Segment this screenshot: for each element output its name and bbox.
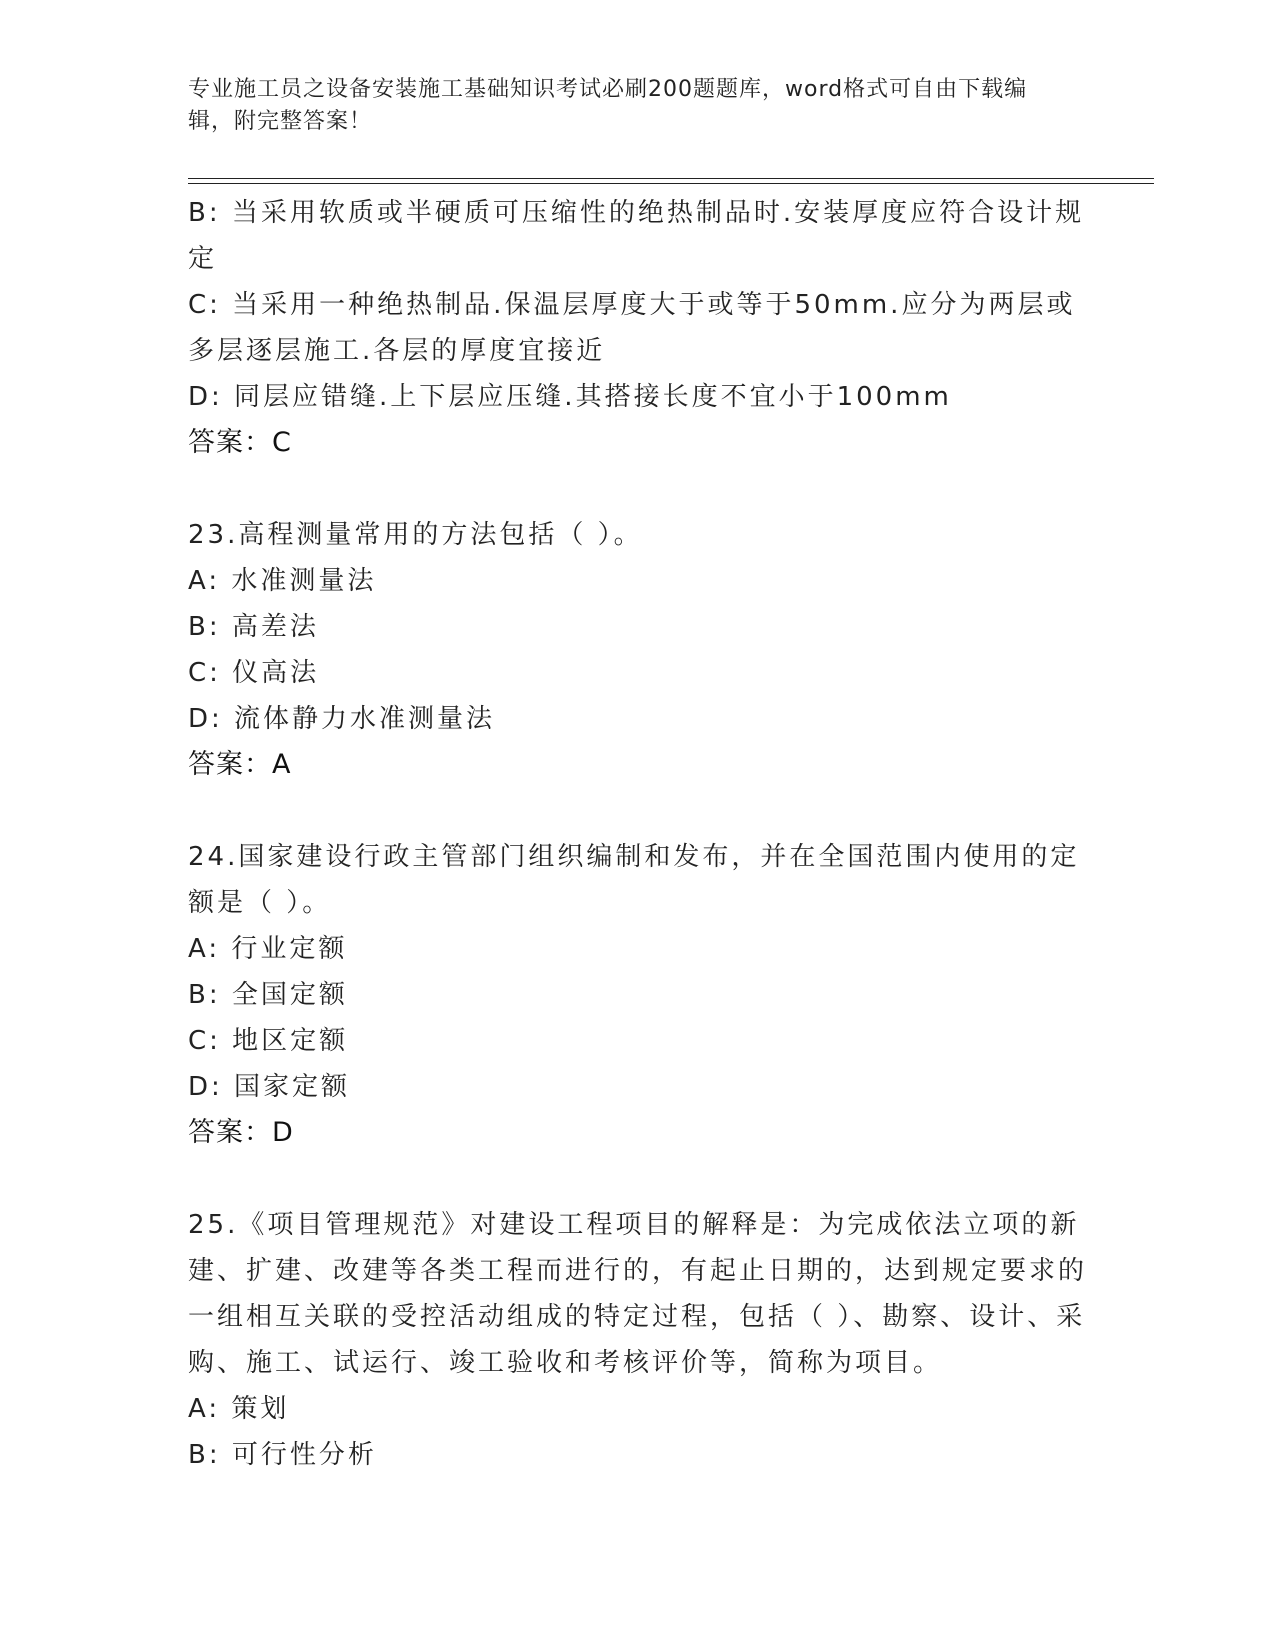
q23-answer: 答案：A	[188, 749, 292, 780]
spacer	[188, 1156, 1088, 1202]
q22-option-c: C: 当采用一种绝热制品.保温层厚度大于或等于50mm.应分为两层或多层逐层施工.各层的厚度宜接近	[188, 290, 1076, 366]
q22-option-b: B: 当采用软质或半硬质可压缩性的绝热制品时.安装厚度应符合设计规定	[188, 198, 1085, 274]
spacer	[188, 466, 1088, 512]
q24-option-a: A: 行业定额	[188, 934, 348, 964]
q23-option-c: C: 仪高法	[188, 658, 320, 688]
q24-option-b: B: 全国定额	[188, 980, 348, 1010]
q25-option-a: A: 策划	[188, 1394, 290, 1424]
header-divider-secondary	[188, 183, 1154, 184]
q23-option-d: D: 流体静力水准测量法	[188, 704, 496, 734]
q23-option-a: A: 水准测量法	[188, 566, 377, 596]
q22-answer: 答案：C	[188, 427, 292, 458]
document-header: 专业施工员之设备安装施工基础知识考试必刷200题题库，word格式可自由下载编辑，附完整答案！	[188, 77, 1028, 134]
header-divider	[188, 178, 1154, 179]
q25-question: 25.《项目管理规范》对建设工程项目的解释是：为完成依法立项的新建、扩建、改建等各类工程而进行的，有起止日期的，达到规定要求的一组相互关联的受控活动组成的特定过程，包括（ ）、勘察、设计、采购、施工、试运行、竣工验收和考核评价等，简称为项目。	[188, 1210, 1088, 1378]
document-body	[188, 190, 1088, 1478]
q24-option-d: D: 国家定额	[188, 1072, 351, 1102]
spacer	[188, 788, 1088, 834]
q24-option-c: C: 地区定额	[188, 1026, 349, 1056]
q25-option-b: B: 可行性分析	[188, 1440, 377, 1470]
q24-question: 24.国家建设行政主管部门组织编制和发布，并在全国范围内使用的定额是（ ）。	[188, 842, 1080, 918]
q23-option-b: B: 高差法	[188, 612, 319, 642]
q22-option-d: D: 同层应错缝.上下层应压缝.其搭接长度不宜小于100mm	[188, 382, 952, 412]
q23-question: 23.高程测量常用的方法包括（ ）。	[188, 520, 643, 550]
q24-answer: 答案：D	[188, 1117, 294, 1148]
